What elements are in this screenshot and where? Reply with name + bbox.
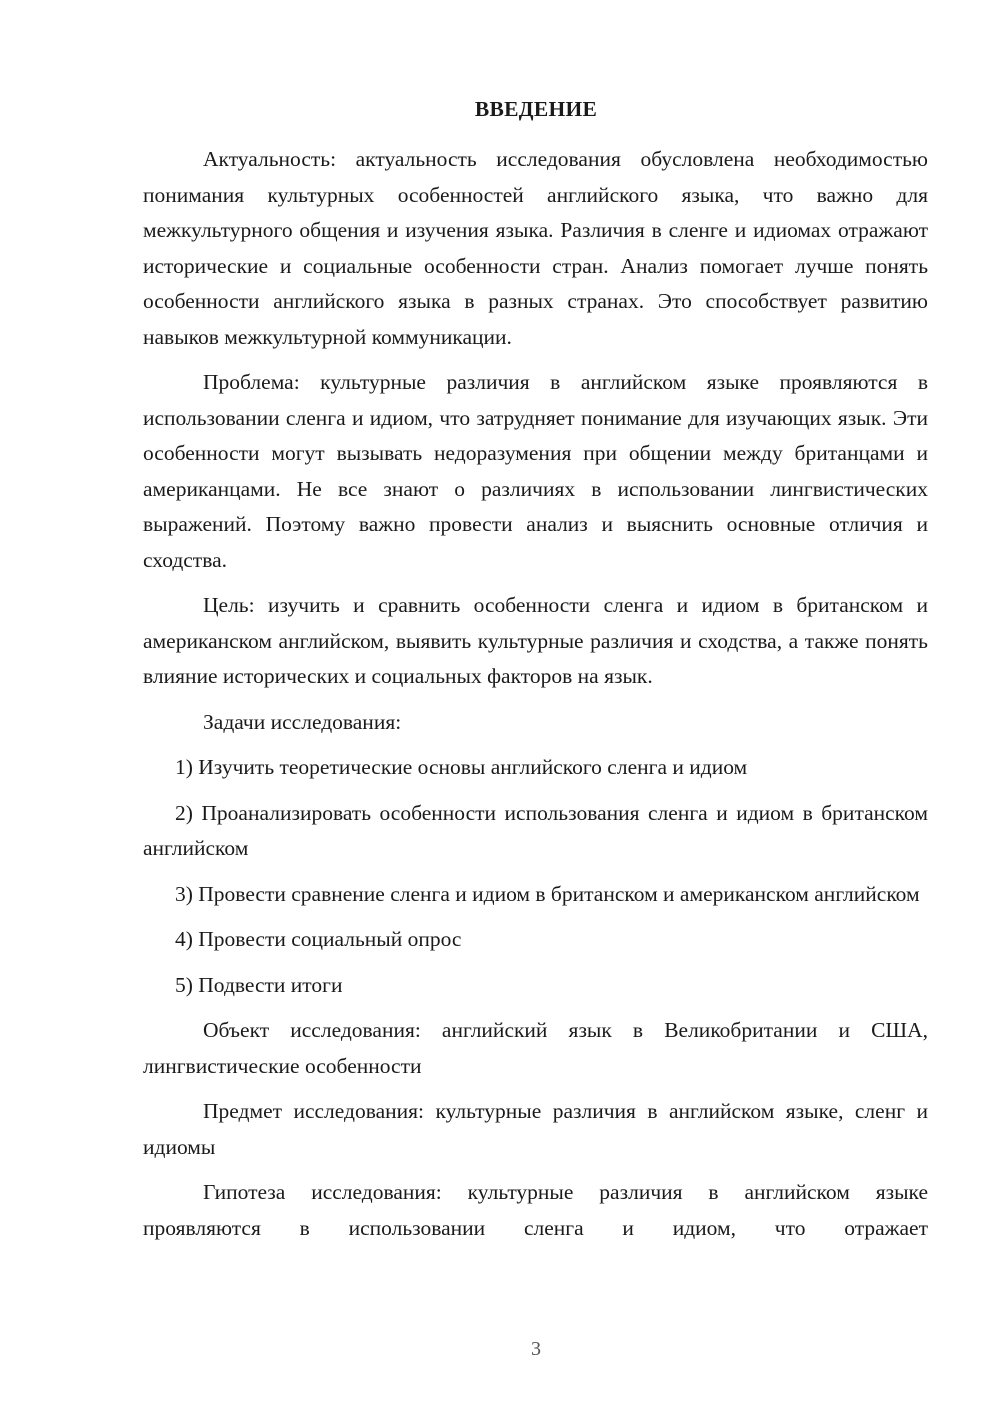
paragraph-goal: Цель: изучить и сравнить особенности сленга и идиом в британском и американском английском, выявить культурные различия и сходства, а также понять влияние исторических и социальных факторов на язык. [143, 593, 928, 688]
list-item-task-1: 1) Изучить теоретические основы английского сленга и идиом [175, 755, 748, 779]
paragraph-relevance: Актуальность: актуальность исследования обусловлена необходимостью понимания культурных особенностей английского языка, что важно для межкультурного общения и изучения языка. Различия в сленге и идиомах отражают исторические и социальные особенности стран. Анализ помогает лучше понять особенности английского языка в разных странах. Это способствует развитию навыков межкультурной коммуникации. [143, 147, 928, 349]
list-item-task-2: 2) Проанализировать особенности использования сленга и идиом в британском английском [143, 800, 928, 860]
page-number: 3 [531, 1338, 541, 1360]
paragraph-hypothesis: Гипотеза исследования: культурные различия в английском языке проявляются в использовании сленга и идиом, что отражает [143, 1180, 928, 1240]
list-item-task-4: 4) Провести социальный опрос [175, 927, 462, 951]
list-item-task-3: 3) Провести сравнение сленга и идиом в британском и американском английском [175, 881, 920, 906]
page-title: ВВЕДЕНИЕ [474, 97, 598, 121]
paragraph-subject: Предмет исследования: культурные различия в английском языке, сленг и идиомы [143, 1099, 928, 1159]
paragraph-object: Объект исследования: английский язык в Великобритании и США, лингвистические особенности [143, 1018, 928, 1078]
list-item-task-5: 5) Подвести итоги [175, 972, 343, 997]
paragraph-tasks-heading: Задачи исследования: [203, 709, 402, 734]
paragraph-problem: Проблема: культурные различия в английском языке проявляются в использовании сленга и идиом, что затрудняет понимание для изучающих язык. Эти особенности могут вызывать недоразумения при общении между британцами и американцами. Не все знают о различиях в использовании лингвистических выражений. Поэтому важно провести анализ и выяснить основные отличия и сходства. [143, 370, 928, 572]
document-body [143, 142, 928, 1256]
